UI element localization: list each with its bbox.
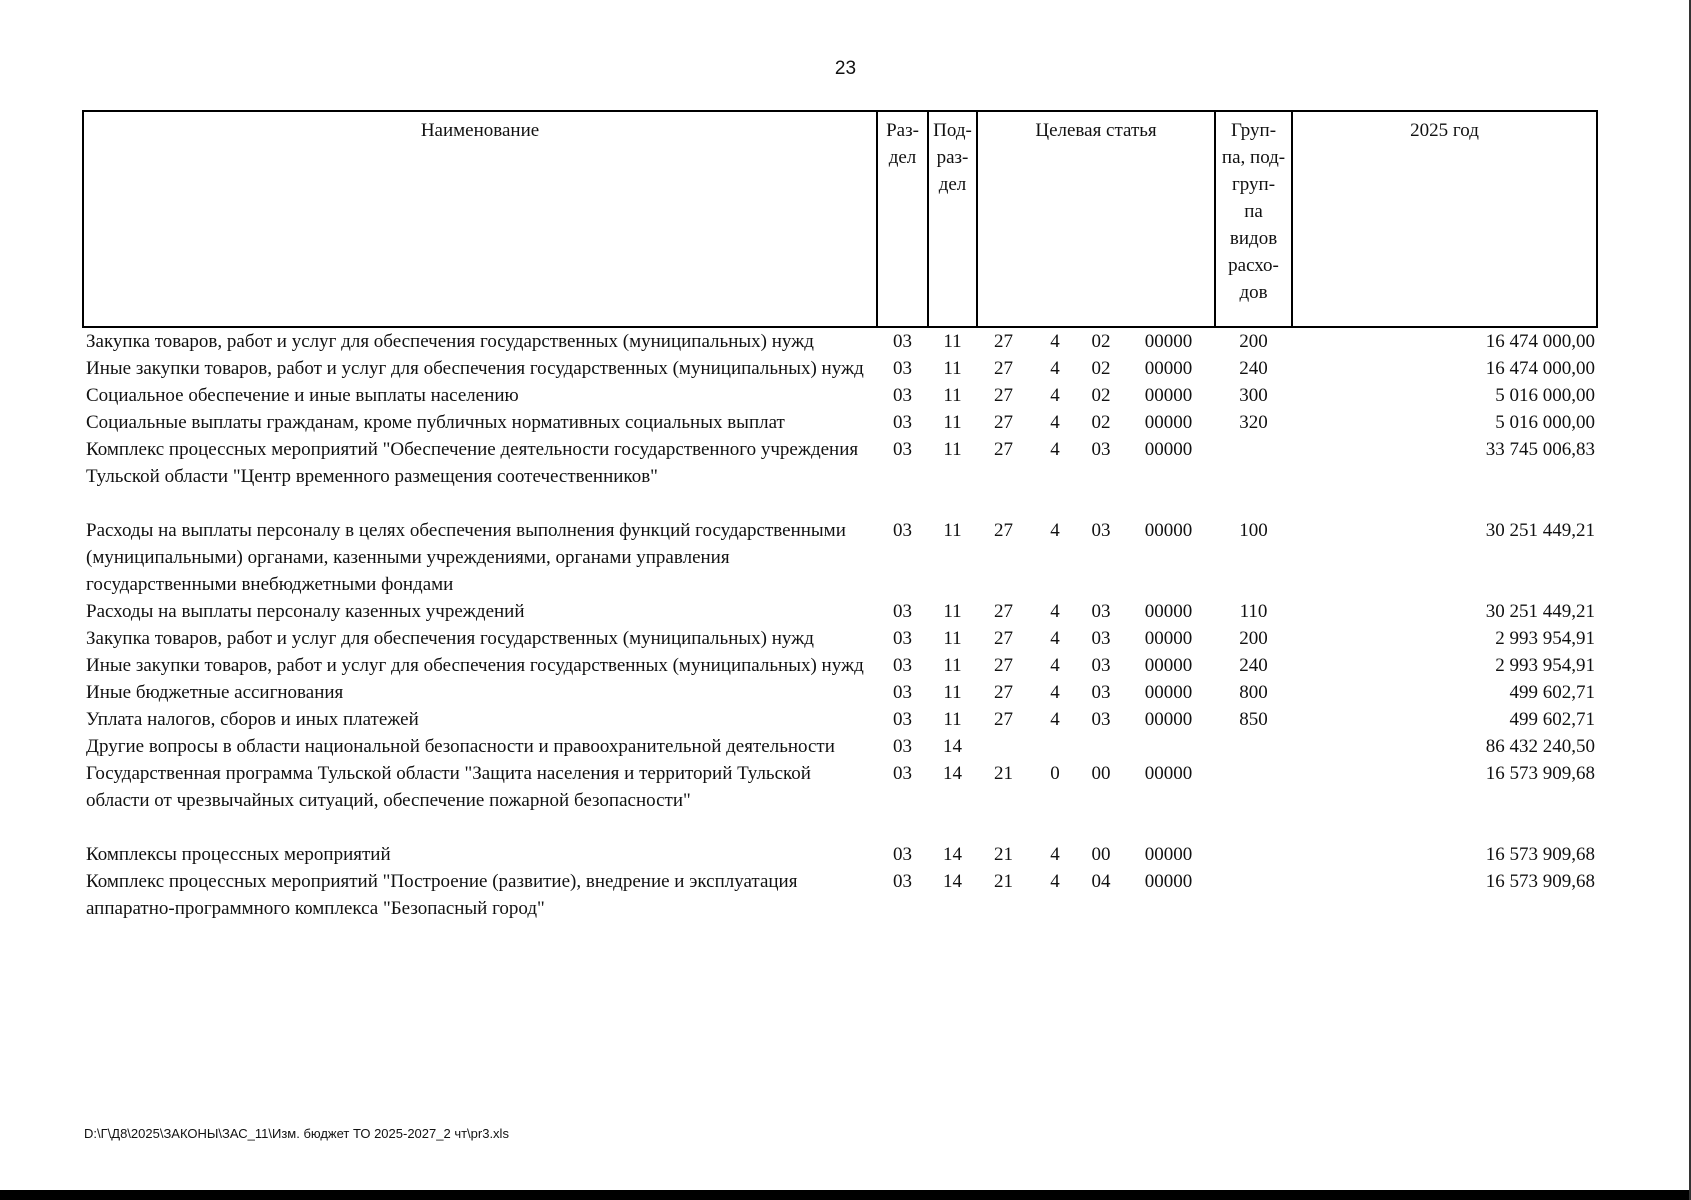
row-target-program: 27 — [994, 682, 1013, 703]
row-amount: 2 993 954,91 — [1495, 628, 1596, 649]
row-target-direction: 00000 — [1144, 439, 1193, 460]
row-target-program: 21 — [994, 844, 1013, 865]
table-row — [83, 436, 1597, 517]
row-target-program: 27 — [994, 655, 1013, 676]
row-name: Закупка товаров, работ и услуг для обеспечения государственных (муниципальных) нужд — [86, 331, 814, 352]
header-year — [1292, 111, 1597, 327]
row-target-program: 21 — [994, 763, 1013, 784]
table-row — [83, 706, 1597, 733]
row-amount: 499 602,71 — [1509, 709, 1596, 730]
row-target-subprogram: 03 — [1091, 601, 1111, 622]
row-target-program: 27 — [994, 628, 1013, 649]
header-target-article — [977, 111, 1215, 327]
header-expense-group-line: па — [1244, 201, 1263, 222]
row-target-program: 27 — [994, 358, 1013, 379]
row-expense-group: 800 — [1239, 682, 1268, 703]
row-expense-group: 850 — [1239, 709, 1268, 730]
row-target-program: 27 — [994, 412, 1013, 433]
row-target-direction: 00000 — [1144, 709, 1193, 730]
row-section: 03 — [893, 682, 912, 703]
header-year-text: 2025 год — [1410, 120, 1479, 141]
row-subsection: 11 — [943, 385, 962, 406]
row-name: Расходы на выплаты персоналу в целях обеспечения выполнения функций государственными (муниципальными) органами, казенными учреждениями, органами управления государственными внебюджетными фондами — [86, 520, 846, 595]
row-target-type: 4 — [1050, 385, 1060, 406]
row-amount: 5 016 000,00 — [1495, 412, 1596, 433]
row-subsection: 11 — [943, 655, 962, 676]
row-target-type: 4 — [1050, 682, 1060, 703]
row-target-subprogram: 00 — [1091, 844, 1111, 865]
row-amount: 33 745 006,83 — [1485, 439, 1596, 460]
row-expense-group — [1215, 868, 1292, 922]
table-row — [83, 517, 1597, 598]
row-target-direction: 00000 — [1144, 331, 1193, 352]
row-expense-group — [1215, 760, 1292, 841]
row-target-subprogram: 03 — [1091, 682, 1111, 703]
row-amount: 2 993 954,91 — [1495, 655, 1596, 676]
row-target-subprogram: 03 — [1091, 628, 1111, 649]
row-target-direction: 00000 — [1144, 844, 1193, 865]
row-subsection: 14 — [943, 736, 962, 757]
row-target-type: 4 — [1050, 520, 1060, 541]
row-subsection: 11 — [943, 709, 962, 730]
table-row — [83, 382, 1597, 409]
row-target-direction: 00000 — [1144, 601, 1193, 622]
table-row — [83, 409, 1597, 436]
row-section: 03 — [893, 736, 912, 757]
row-amount: 499 602,71 — [1509, 682, 1596, 703]
table-row — [83, 868, 1597, 922]
row-section: 03 — [893, 385, 912, 406]
header-expense-group-line: дов — [1239, 282, 1268, 303]
row-amount: 30 251 449,21 — [1485, 601, 1596, 622]
row-amount: 16 573 909,68 — [1485, 871, 1596, 892]
row-target-direction: 00000 — [1144, 385, 1193, 406]
row-expense-group: 200 — [1239, 331, 1268, 352]
header-section-line: Раз- — [886, 120, 919, 141]
row-amount: 16 573 909,68 — [1485, 844, 1596, 865]
row-section: 03 — [893, 601, 912, 622]
row-name: Расходы на выплаты персоналу казенных учреждений — [86, 601, 525, 622]
row-target-subprogram: 04 — [1091, 871, 1111, 892]
row-target-direction: 00000 — [1144, 655, 1193, 676]
table-row — [83, 652, 1597, 679]
row-target-type: 4 — [1050, 601, 1060, 622]
row-expense-group: 300 — [1239, 385, 1268, 406]
row-target-type: 4 — [1050, 358, 1060, 379]
row-section: 03 — [893, 628, 912, 649]
header-expense-group — [1215, 111, 1292, 327]
row-name: Иные закупки товаров, работ и услуг для обеспечения государственных (муниципальных) нужд — [86, 358, 864, 379]
row-target-direction: 00000 — [1144, 763, 1193, 784]
row-subsection: 11 — [943, 412, 962, 433]
table-body — [83, 327, 1597, 922]
row-expense-group: 320 — [1239, 412, 1268, 433]
row-subsection: 14 — [943, 871, 962, 892]
budget-table — [82, 110, 1598, 922]
row-target-subprogram: 03 — [1091, 709, 1111, 730]
row-target-direction: 00000 — [1144, 358, 1193, 379]
row-section: 03 — [893, 844, 912, 865]
row-target-program: 27 — [994, 520, 1013, 541]
row-expense-group: 110 — [1239, 601, 1268, 622]
row-section: 03 — [893, 520, 912, 541]
row-target-type: 4 — [1050, 412, 1060, 433]
row-target-program: 27 — [994, 439, 1013, 460]
row-amount: 16 474 000,00 — [1485, 358, 1596, 379]
header-section-line: дел — [888, 147, 917, 168]
row-target-program: 27 — [994, 601, 1013, 622]
row-name: Иные закупки товаров, работ и услуг для обеспечения государственных (муниципальных) нужд — [86, 655, 864, 676]
row-target-subprogram: 00 — [1091, 763, 1111, 784]
row-target-subprogram: 02 — [1091, 358, 1111, 379]
file-path-footer: D:\Г\Д8\2025\ЗАКОНЫ\ЗАС_11\Изм. бюджет ТО 2025-2027_2 чт\pr3.xls — [84, 1126, 509, 1141]
row-amount: 86 432 240,50 — [1485, 736, 1596, 757]
header-name — [83, 111, 877, 327]
row-amount: 16 474 000,00 — [1485, 331, 1596, 352]
row-expense-group: 100 — [1239, 520, 1268, 541]
row-target-subprogram: 03 — [1091, 520, 1111, 541]
row-expense-group — [1215, 841, 1292, 868]
row-target-direction: 00000 — [1144, 628, 1193, 649]
header-subsection — [928, 111, 977, 327]
row-amount: 16 573 909,68 — [1485, 763, 1596, 784]
page-number: 23 — [834, 58, 857, 79]
row-target-direction: 00000 — [1144, 682, 1193, 703]
row-target-subprogram: 03 — [1091, 439, 1111, 460]
row-name: Закупка товаров, работ и услуг для обеспечения государственных (муниципальных) нужд — [86, 628, 814, 649]
row-amount: 5 016 000,00 — [1495, 385, 1596, 406]
row-section: 03 — [893, 871, 912, 892]
header-expense-group-line: видов — [1229, 228, 1278, 249]
row-name: Государственная программа Тульской области "Защита населения и территорий Тульской области от чрезвычайных ситуаций, обеспечение пожарной безопасности" — [86, 763, 811, 811]
row-target-subprogram — [1080, 733, 1122, 760]
header-section — [877, 111, 928, 327]
page-bottom-edge — [0, 1190, 1691, 1200]
table-row — [83, 760, 1597, 841]
row-expense-group: 240 — [1239, 358, 1268, 379]
row-subsection: 11 — [943, 358, 962, 379]
table-row — [83, 355, 1597, 382]
row-target-subprogram: 02 — [1091, 331, 1111, 352]
row-subsection: 14 — [943, 763, 962, 784]
row-subsection: 11 — [943, 331, 962, 352]
header-subsection-line: раз- — [936, 147, 969, 168]
table-row — [83, 679, 1597, 706]
row-target-subprogram: 02 — [1091, 412, 1111, 433]
row-target-program — [977, 733, 1030, 760]
table-row — [83, 327, 1597, 355]
table-header-row — [83, 111, 1597, 327]
row-target-program: 27 — [994, 709, 1013, 730]
row-target-program: 27 — [994, 331, 1013, 352]
row-target-type: 4 — [1050, 709, 1060, 730]
row-section: 03 — [893, 655, 912, 676]
header-expense-group-line: па, под- — [1221, 147, 1286, 168]
row-subsection: 11 — [943, 601, 962, 622]
row-target-type: 4 — [1050, 439, 1060, 460]
header-expense-group-line: Груп- — [1231, 120, 1277, 141]
table-row — [83, 625, 1597, 652]
row-name: Комплекс процессных мероприятий "Построение (развитие), внедрение и эксплуатация аппаратно-программного комплекса "Безопасный город" — [86, 871, 798, 919]
row-target-subprogram: 02 — [1091, 385, 1111, 406]
row-target-type: 4 — [1050, 628, 1060, 649]
header-target-article-text: Целевая статья — [1035, 120, 1157, 141]
row-subsection: 11 — [943, 439, 962, 460]
row-section: 03 — [893, 763, 912, 784]
row-target-type: 4 — [1050, 655, 1060, 676]
row-target-subprogram: 03 — [1091, 655, 1111, 676]
row-target-program: 27 — [994, 385, 1013, 406]
row-target-direction: 00000 — [1144, 520, 1193, 541]
row-target-direction: 00000 — [1144, 871, 1193, 892]
row-amount: 30 251 449,21 — [1485, 520, 1596, 541]
row-subsection: 11 — [943, 682, 962, 703]
row-subsection: 11 — [943, 628, 962, 649]
row-target-type: 4 — [1050, 331, 1060, 352]
row-name: Иные бюджетные ассигнования — [86, 682, 344, 703]
table-row — [83, 841, 1597, 868]
table-row — [83, 733, 1597, 760]
row-section: 03 — [893, 358, 912, 379]
row-name: Комплекс процессных мероприятий "Обеспечение деятельности государственного учреждения Тульской области "Центр временного размещения соотечественников" — [86, 439, 859, 487]
row-name: Другие вопросы в области национальной безопасности и правоохранительной деятельности — [86, 736, 835, 757]
row-expense-group: 200 — [1239, 628, 1268, 649]
row-expense-group — [1215, 733, 1292, 760]
row-target-program: 21 — [994, 871, 1013, 892]
header-subsection-line: дел — [938, 174, 967, 195]
row-section: 03 — [893, 412, 912, 433]
row-name: Уплата налогов, сборов и иных платежей — [86, 709, 419, 730]
header-name-text: Наименование — [420, 120, 540, 141]
row-subsection: 14 — [943, 844, 962, 865]
row-target-type: 4 — [1050, 871, 1060, 892]
row-target-direction — [1122, 733, 1215, 760]
row-name: Социальное обеспечение и иные выплаты населению — [86, 385, 519, 406]
row-target-type: 4 — [1050, 844, 1060, 865]
header-expense-group-line: груп- — [1232, 174, 1276, 195]
row-expense-group: 240 — [1239, 655, 1268, 676]
row-target-direction: 00000 — [1144, 412, 1193, 433]
row-name: Комплексы процессных мероприятий — [86, 844, 391, 865]
header-subsection-line: Под- — [933, 120, 972, 141]
row-name: Социальные выплаты гражданам, кроме публичных нормативных социальных выплат — [86, 412, 785, 433]
header-expense-group-line: расхо- — [1228, 255, 1279, 276]
row-section: 03 — [893, 331, 912, 352]
row-subsection: 11 — [943, 520, 962, 541]
table-row — [83, 598, 1597, 625]
row-section: 03 — [893, 709, 912, 730]
row-expense-group — [1215, 436, 1292, 517]
row-section: 03 — [893, 439, 912, 460]
row-target-type: 0 — [1050, 763, 1060, 784]
row-target-type — [1030, 733, 1080, 760]
